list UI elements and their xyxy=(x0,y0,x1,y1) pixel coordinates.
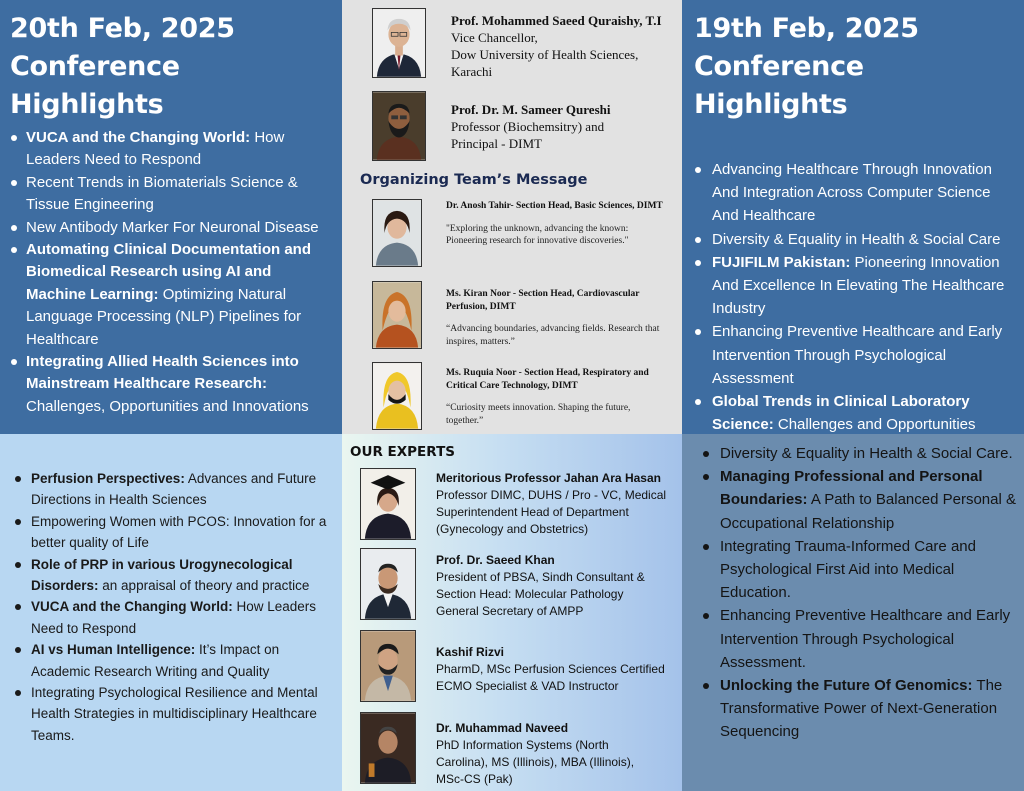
highlight-text: Enhancing Preventive Healthcare and Early Intervention Through Psychological Assessment xyxy=(712,323,1003,387)
organizer-name: Ms. Kiran Noor - Section Head, Cardiovascular Perfusion, DIMT xyxy=(446,289,640,312)
highlight-item xyxy=(702,465,1018,535)
expert-detail: Professor DIMC, DUHS / Pro - VC, Medical xyxy=(436,488,667,502)
highlight-text: The Transformative Power of Next-Generation Sequencing xyxy=(720,677,1003,741)
expert-name: Kashif Rizvi xyxy=(436,645,505,659)
highlight-bold: AI vs Human Intelligence: xyxy=(31,642,196,658)
highlight-bold: Unlocking the Future Of Genomics: xyxy=(720,677,973,695)
organizing-team-heading: Organizing Team’s Message xyxy=(360,172,588,188)
organizer-photo xyxy=(372,199,422,267)
highlight-text: Advancing Healthcare Through Innovation And Integration Across Computer Science And Healthcare xyxy=(712,161,992,225)
highlight-text: Advances and Future Directions in Health Sciences xyxy=(31,471,317,508)
highlight-text: Integrating Trauma-Informed Care and Psychological First Aid into Medical Education. xyxy=(720,537,976,602)
highlight-bold: Managing Professional and Personal Boundaries: xyxy=(720,468,983,509)
feb20-highlights-panel xyxy=(0,0,342,434)
principal-title-line1: Professor (Biochemsitry) and xyxy=(451,119,605,134)
highlight-item xyxy=(694,228,1018,251)
feb19-date-title: 19th Feb, 2025 xyxy=(694,13,919,44)
highlight-text: Empowering Women with PCOS: Innovation for a better quality of Life xyxy=(31,513,327,551)
expert-name: Dr. Muhammad Naveed xyxy=(436,721,569,735)
highlight-item xyxy=(14,468,336,511)
vice-chancellor-name: Prof. Mohammed Saeed Quraishy, T.I xyxy=(451,13,662,28)
highlight-item xyxy=(14,596,336,639)
highlight-bold: Global Trends in Clinical Laboratory Science: xyxy=(712,393,970,434)
highlight-item xyxy=(10,127,334,172)
expert-detail: Section Head: Molecular Pathology xyxy=(436,587,624,601)
highlight-item xyxy=(10,239,334,351)
vice-chancellor-photo xyxy=(372,8,426,78)
highlight-text: an appraisal of theory and practice xyxy=(98,578,310,594)
highlight-item xyxy=(14,554,336,597)
expert-detail: (Gynecology and Obstetrics) xyxy=(436,522,589,536)
sessions-list-right xyxy=(702,442,1018,744)
expert-detail: ECMO Specialist & VAD Instructor xyxy=(436,679,619,693)
expert-photo xyxy=(360,548,416,620)
expert-detail: President of PBSA, Sindh Consultant & xyxy=(436,570,645,584)
organizer-quote: "Exploring the unknown, advancing the known: Pioneering research for innovative discoveries." xyxy=(446,223,629,246)
expert-detail: Carolina), MS (Illinois), MBA (Illinois), xyxy=(436,755,635,769)
feb20-highlights-heading: Conference Highlights xyxy=(10,51,180,120)
organizer-name: Ms. Ruquia Noor - Section Head, Respiratory and Critical Care Technology, DIMT xyxy=(446,368,649,391)
expert-name: Meritorious Professor Jahan Ara Hasan xyxy=(436,471,661,485)
expert-photo xyxy=(360,630,416,702)
highlight-text: Diversity & Equality in Health & Social Care. xyxy=(720,445,1013,462)
highlight-bold: Integrating Allied Health Sciences into Mainstream Healthcare Research: xyxy=(26,353,299,393)
highlight-bold: VUCA and the Changing World: xyxy=(31,599,233,615)
expert-detail: PharmD, MSc Perfusion Sciences Certified xyxy=(436,662,665,676)
highlight-bold: VUCA and the Changing World: xyxy=(26,129,251,146)
highlight-item xyxy=(694,320,1018,390)
highlight-text: A Path to Balanced Personal & Occupational Relationship xyxy=(720,491,1016,532)
highlight-item xyxy=(10,351,334,418)
highlight-text: Enhancing Preventive Healthcare and Early Intervention Through Psychological Assessment. xyxy=(720,607,1011,671)
highlight-item xyxy=(10,172,334,217)
highlight-text: Challenges, Opportunities and Innovations xyxy=(26,397,309,415)
expert-detail: Superintendent Head of Department xyxy=(436,505,629,519)
expert-detail: PhD Information Systems (North xyxy=(436,738,609,752)
expert-detail: General Secretary of AMPP xyxy=(436,604,584,618)
principal-photo xyxy=(372,91,426,161)
feb20-date-title: 20th Feb, 2025 xyxy=(10,13,235,44)
highlight-bold: Automating Clinical Documentation and Biomedical Research using AI and Machine Learning: xyxy=(26,241,312,303)
highlight-text: Recent Trends in Biomaterials Science & Tissue Engineering xyxy=(26,173,298,214)
principal-name: Prof. Dr. M. Sameer Qureshi xyxy=(451,102,611,117)
highlight-item xyxy=(702,604,1018,674)
principal-title-line2: Principal - DIMT xyxy=(451,136,542,151)
feb19-highlight-list xyxy=(694,158,1018,434)
highlight-item xyxy=(694,158,1018,228)
vice-chancellor-university: Dow University of Health Sciences, xyxy=(451,47,639,62)
highlight-text: Integrating Psychological Resilience and Mental Health Strategies in multidisciplinary Healthcare Teams. xyxy=(31,685,318,743)
sessions-list-left-panel xyxy=(0,434,342,791)
highlight-text: Pioneering Innovation And Excellence In Elevating The Healthcare Industry xyxy=(712,253,1005,318)
expert-photo xyxy=(360,712,416,784)
highlight-bold: Perfusion Perspectives: xyxy=(31,471,185,486)
organizer-quote: “Curiosity meets innovation. Shaping the future, together.” xyxy=(446,403,631,426)
experts-heading: OUR EXPERTS xyxy=(350,444,456,460)
highlight-item xyxy=(694,390,1018,434)
highlight-item xyxy=(702,674,1018,744)
sessions-list-left xyxy=(14,468,336,746)
highlight-item xyxy=(702,442,1018,465)
highlight-text: Diversity & Equality in Health & Social Care xyxy=(712,230,1001,248)
vice-chancellor-city: Karachi xyxy=(451,64,493,79)
highlight-text: Optimizing Natural Language Processing (NLP) Pipelines for Healthcare xyxy=(26,285,302,348)
highlight-item xyxy=(14,682,336,746)
organizer-name: Dr. Anosh Tahir- Section Head, Basic Sciences, DIMT xyxy=(446,201,663,211)
highlight-item xyxy=(694,251,1018,321)
expert-photo xyxy=(360,468,416,540)
highlight-item xyxy=(14,639,336,682)
experts-panel xyxy=(342,434,682,791)
highlight-text: New Antibody Marker For Neuronal Disease xyxy=(26,218,319,236)
highlight-bold: Role of PRP in various Urogynecological Disorders: xyxy=(31,556,293,594)
highlight-text: Challenges and Opportunities xyxy=(773,416,976,434)
sessions-list-right-panel xyxy=(682,434,1024,791)
organizer-quote: “Advancing boundaries, advancing fields. Research that inspires, matters.” xyxy=(446,324,660,347)
feb19-highlights-panel xyxy=(682,0,1024,434)
feb20-highlight-list xyxy=(10,127,334,418)
highlight-text: It’s Impact on Academic Research Writing and Quality xyxy=(31,642,280,679)
vice-chancellor-title: Vice Chancellor, xyxy=(451,30,538,45)
organizer-photo xyxy=(372,362,422,430)
highlight-item xyxy=(14,511,336,554)
expert-detail: MSc-CS (Pak) xyxy=(436,772,513,786)
highlight-text: How Leaders Need to Respond xyxy=(31,599,317,636)
expert-name: Prof. Dr. Saeed Khan xyxy=(436,553,555,567)
feb19-highlights-heading: Conference Highlights xyxy=(694,51,864,120)
highlight-item xyxy=(10,217,334,239)
leadership-panel xyxy=(342,0,682,434)
highlight-text: How Leaders Need to Respond xyxy=(26,129,285,169)
highlight-bold: FUJIFILM Pakistan: xyxy=(712,253,851,271)
highlight-item xyxy=(702,535,1018,605)
organizer-photo xyxy=(372,281,422,349)
